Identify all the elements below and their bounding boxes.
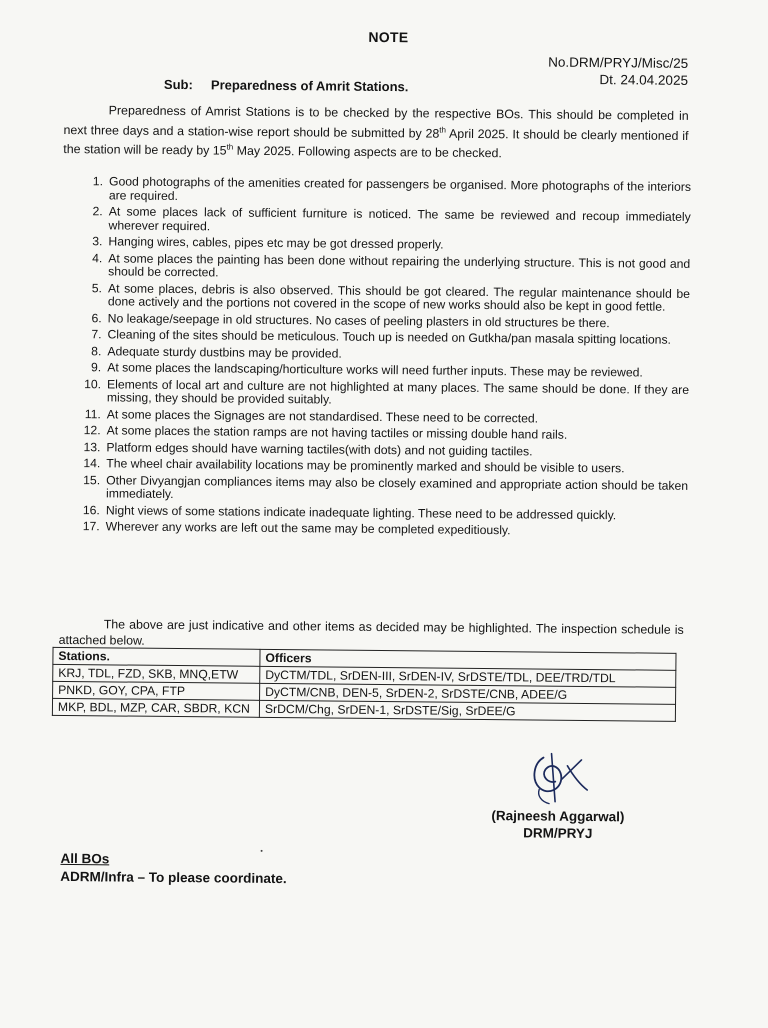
aspect-number: 15. [83,472,101,488]
aspect-text: At some places the station ramps are not having tactiles or missing double hand rails. [106,423,568,443]
aspect-text: No leakage/seepage in old structures. No cases of peeling plasters in old structures be there. [107,311,610,330]
aspect-number: 8. [91,343,102,359]
aspect-number: 5. [91,280,103,296]
stations-header: Stations. [53,647,260,666]
officers-cell: SrDCM/Chg, SrDEN-1, SrDSTE/Sig, SrDEE/G [259,700,675,721]
aspect-number: 17. [82,519,100,534]
signatory-block [483,807,633,842]
stations-cell: PNKD, GOY, CPA, FTP [53,681,260,700]
aspect-text: At some places the painting has been done without repairing the underlying structure. This is not good and should be corrected. [108,251,691,280]
officers-header: Officers [260,649,676,670]
aspect-text: At some places, debris is also observed. This should be got cleared. The regular maintenance should be done actively and the portions not covered in the scope of new works should also be kept in good fettle. [107,281,691,315]
aspect-item [80,474,688,507]
aspect-number: 16. [82,502,100,518]
intro-sup-2: th [226,142,234,152]
aspect-item [83,175,691,208]
aspect-text: At some places the Signages are not standardised. These need to be corrected. [106,407,539,426]
aspect-item [83,205,691,238]
aspect-number: 2. [92,204,103,219]
aspect-number: 4. [92,250,103,265]
aspect-text: At some places the landscaping/horticulture works will need further inputs. These may be reviewed. [107,360,643,380]
aspect-number: 3. [92,234,103,249]
distribution-to: All BOs [60,850,110,867]
aspects-list [80,175,691,543]
aspect-number: 7. [91,327,102,342]
distribution-block [60,850,287,888]
reference-number: No.DRM/PRYJ/Misc/25 [548,54,689,71]
intro-paragraph [63,103,688,164]
reference-date: Dt. 24.04.2025 [599,72,689,88]
aspect-number: 12. [83,423,101,438]
officers-cell: DyCTM/CNB, DEN-5, SrDEN-2, SrDSTE/CNB, ADEE/G [260,683,676,704]
aspect-number: 14. [83,456,101,471]
aspect-number: 10. [84,376,102,392]
handwritten-signature [521,749,606,810]
signatory-name: (Rajneesh Aggarwal) [491,808,625,825]
aspect-number: 9. [90,360,102,375]
aspect-number: 13. [83,439,101,455]
officers-cell: DyCTM/TDL, SrDEN-III, SrDEN-IV, SrDSTE/TDL, DEE/TRD/TDL [260,666,676,687]
aspect-text: Elements of local art and culture are not highlighted at many places. The same should be done. If they are missing, they should be provided suitably. [106,377,690,407]
aspect-item [80,520,688,539]
distribution-copy: ADRM/Infra – To please coordinate. [60,868,287,887]
aspect-number: 6. [91,311,102,326]
aspect-text: Wherever any works are left out the same may be completed expeditiously. [105,519,511,538]
aspect-text: Good photographs of the amenities created for passengers be organised. More photographs of the interiors are required. [108,174,692,203]
aspect-item [82,282,690,315]
note-title: NOTE [368,28,409,46]
aspect-text: Adequate sturdy dustbins may be provided. [107,344,342,361]
stations-cell: KRJ, TDL, FZD, SKB, MNQ,ETW [53,664,260,683]
closing-paragraph: The above are just indicative and other items as decided may be highlighted. The inspection schedule is attached below. [58,617,684,648]
aspect-text: Night views of some stations indicate inadequate lighting. These need to be addressed quickly. [105,503,617,523]
reference-block [548,54,688,89]
aspect-text: At some places lack of sufficient furniture is noticed. The same be reviewed and recoup immediately wherever required. [108,204,691,234]
aspect-number: 11. [84,406,101,422]
aspect-number: 1. [92,174,104,189]
aspect-text: Hanging wires, cables, pipes etc may be got dressed properly. [108,234,444,252]
inspection-schedule-table [52,647,677,722]
aspect-text: Platform edges should have warning tactiles(with dots) and not guiding tactiles. [106,440,533,459]
aspect-text: Other Divyangjan compliances items may also be closely examined and appropriate action should be taken immediately. [105,473,689,502]
aspect-text: The wheel chair availability locations may be prominently marked and should be visible to users. [106,456,625,476]
aspect-item [82,252,690,285]
intro-text-1: Preparedness of Amrist Stations is to be checked by the respective BOs. This should be completed in next three days and a station-wise report should be submitted by 28 [63,103,689,141]
aspect-text: Cleaning of the sites should be meticulous. Touch up is needed on Gutkha/pan masala spitting locations. [107,327,672,348]
signatory-designation: DRM/PRYJ [523,825,593,842]
intro-text-2: April 2025. It should be clearly mentioned if the station will be ready by 15 [63,126,689,158]
aspect-item [81,378,689,411]
intro-text-3: May 2025. Following aspects are to be checked. [233,143,502,161]
subject-label: Sub: [163,76,193,93]
subject-text: Preparedness of Amrit Stations. [210,77,409,95]
subject-line [164,77,409,94]
stations-cell: MKP, BDL, MZP, CAR, SBDR, KCN [52,698,259,717]
intro-sup-1: th [439,125,447,135]
